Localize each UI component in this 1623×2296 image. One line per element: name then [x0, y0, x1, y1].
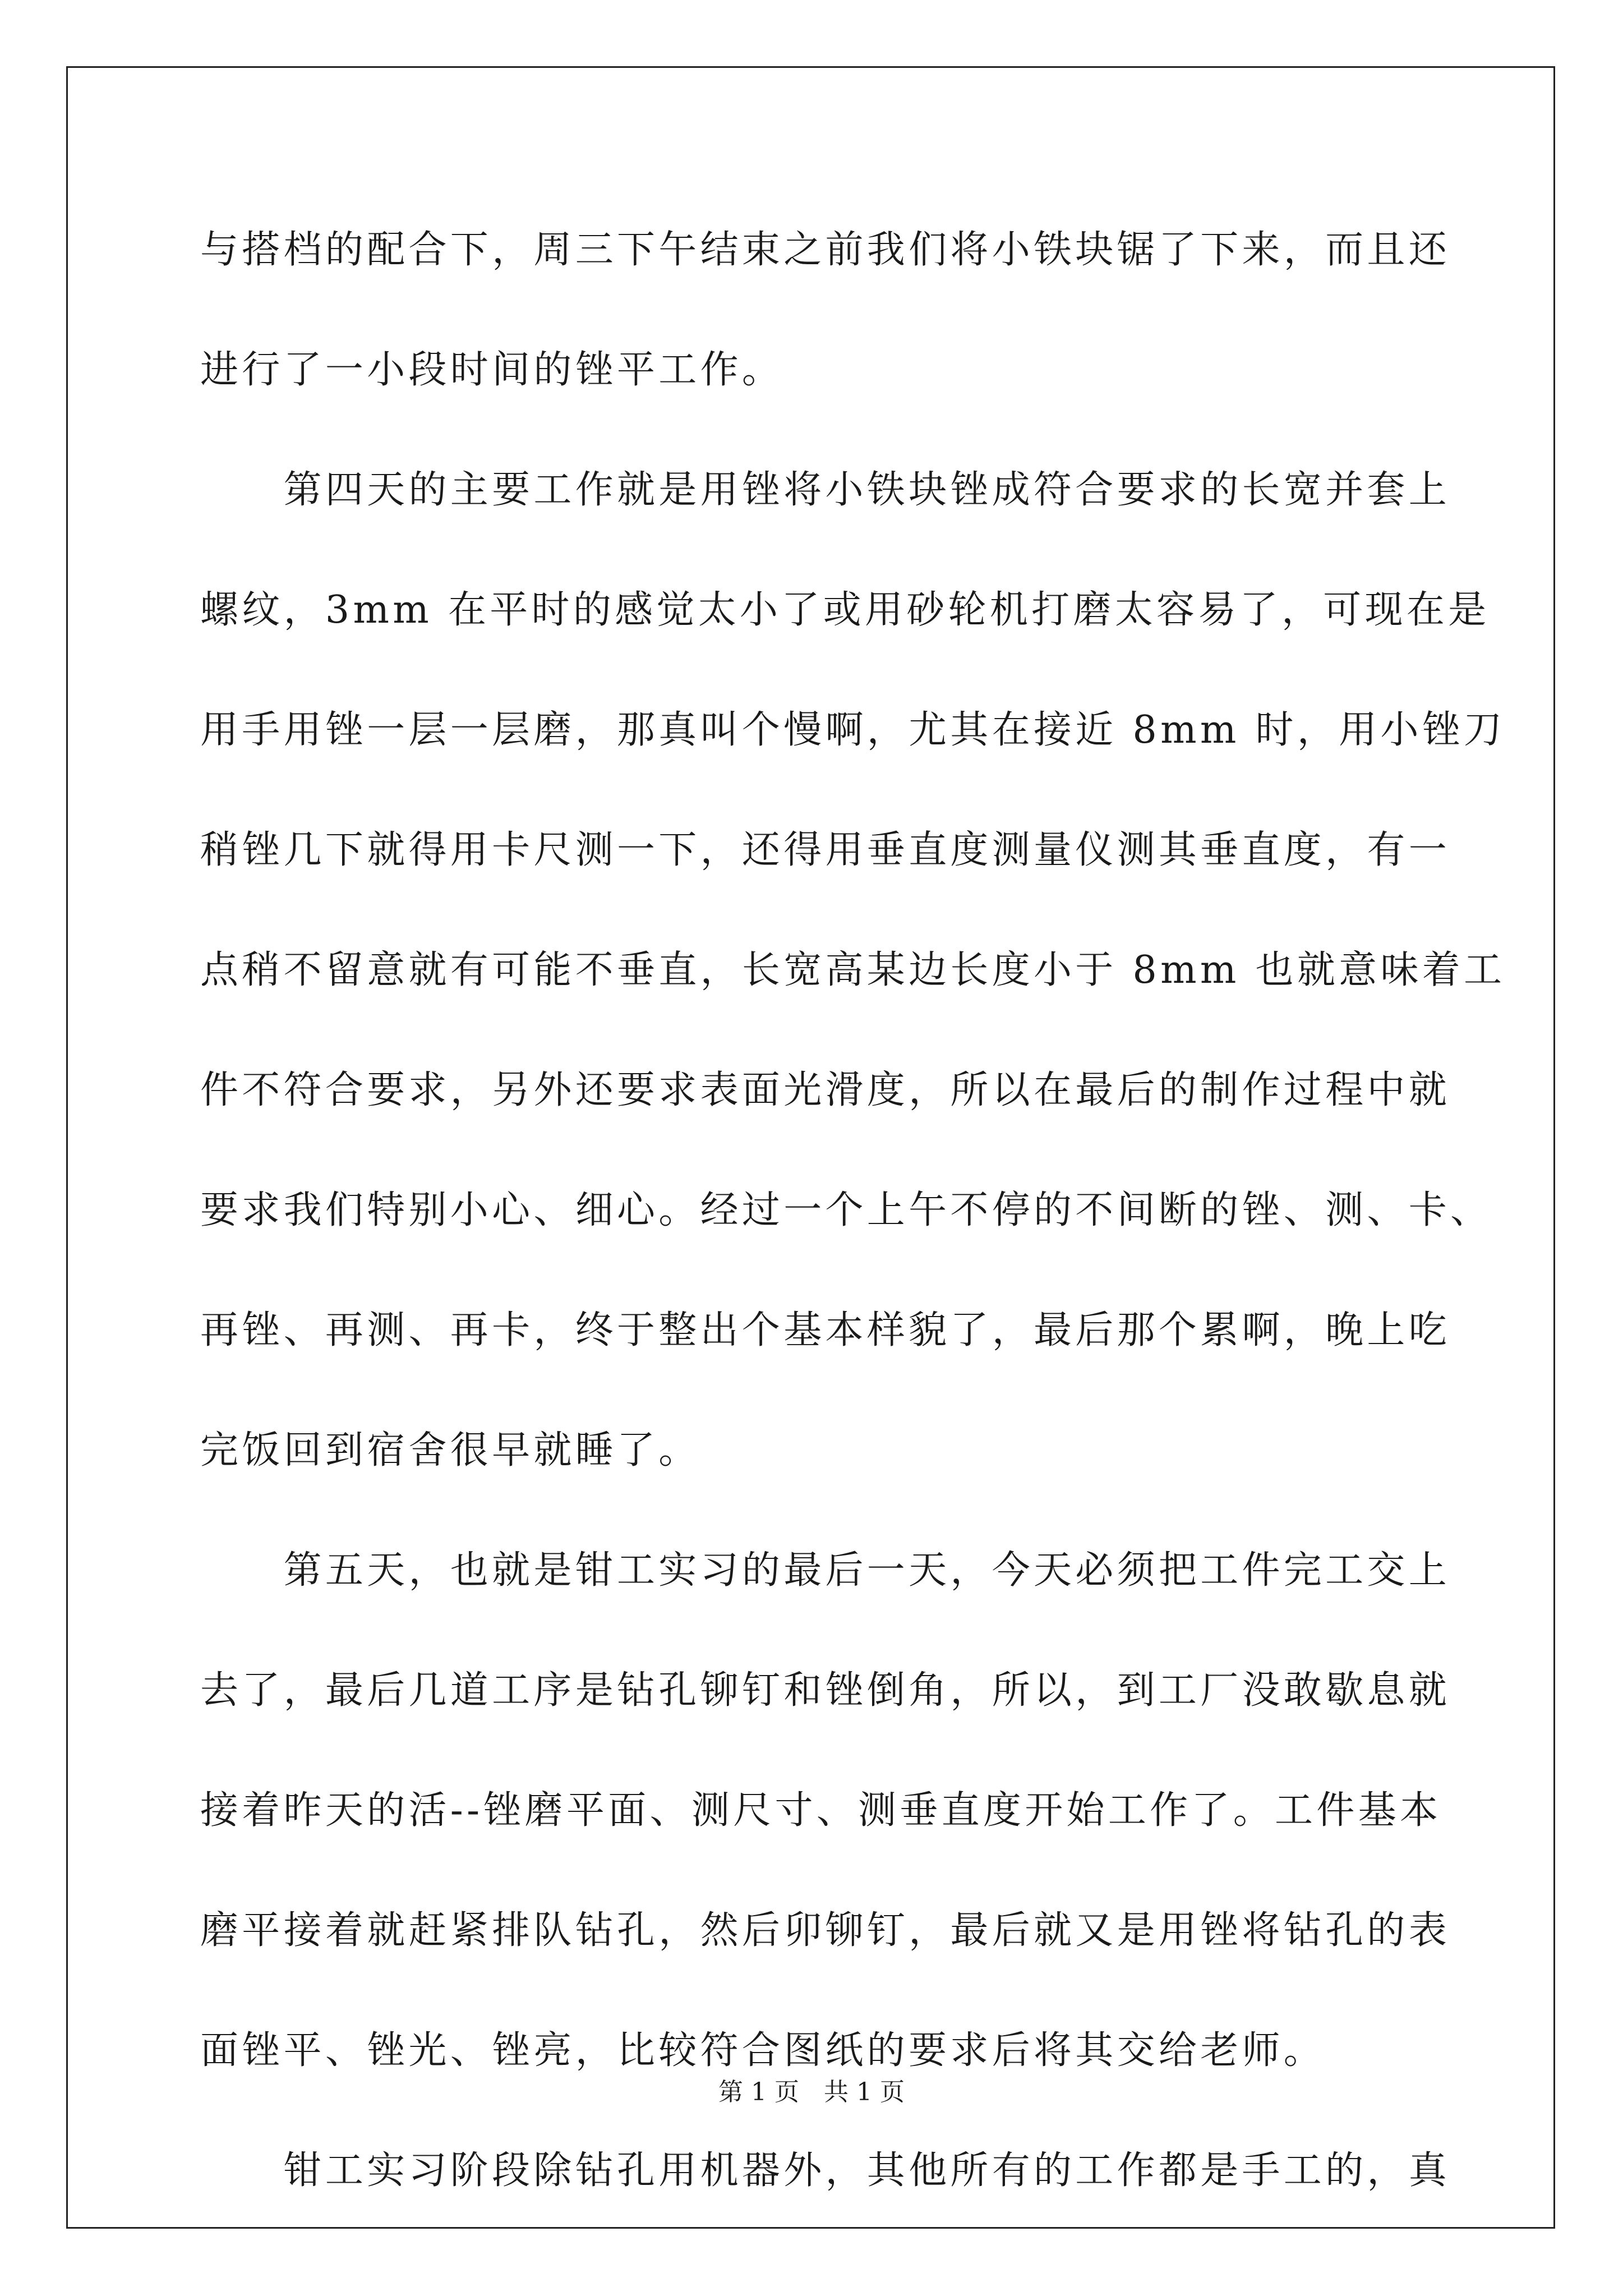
text-line: 第五天，也就是钳工实习的最后一天，今天必须把工件完工交上 [200, 1548, 1451, 1593]
text-line: 面锉平、锉光、锉亮，比较符合图纸的要求后将其交给老师。 [200, 2028, 1326, 2073]
text-line: 钳工实习阶段除钻孔用机器外，其他所有的工作都是手工的，真 [200, 2148, 1451, 2193]
text-line: 第四天的主要工作就是用锉将小铁块锉成符合要求的长宽并套上 [200, 468, 1451, 512]
text-line: 件不符合要求，另外还要求表面光滑度，所以在最后的制作过程中就 [200, 1068, 1451, 1112]
text-line: 进行了一小段时间的锉平工作。 [200, 348, 784, 392]
text-line: 完饭回到宿舍很早就睡了。 [200, 1428, 700, 1473]
text-line: 稍锉几下就得用卡尺测一下，还得用垂直度测量仪测其垂直度，有一 [200, 828, 1451, 872]
text-line: 螺纹，3mm 在平时的感觉太小了或用砂轮机打磨太容易了，可现在是 [200, 588, 1490, 632]
text-line: 去了，最后几道工序是钻孔铆钉和锉倒角，所以，到工厂没敢歇息就 [200, 1668, 1451, 1713]
page-footer: 第 1 页 共 1 页 [718, 2078, 905, 2106]
text-line: 磨平接着就赶紧排队钻孔，然后卯铆钉，最后就又是用锉将钻孔的表 [200, 1908, 1451, 1953]
document-body [200, 217, 1506, 2258]
text-line: 再锉、再测、再卡，终于整出个基本样貌了，最后那个累啊，晚上吃 [200, 1308, 1451, 1352]
text-line: 与搭档的配合下，周三下午结束之前我们将小铁块锯了下来，而且还 [200, 228, 1451, 272]
text-line: 用手用锉一层一层磨，那真叫个慢啊，尤其在接近 8mm 时，用小锉刀 [200, 708, 1506, 752]
text-line: 点稍不留意就有可能不垂直，长宽高某边长度小于 8mm 也就意味着工 [200, 948, 1506, 992]
text-line: 要求我们特别小心、细心。经过一个上午不停的不间断的锉、测、卡、 [200, 1188, 1492, 1232]
text-line: 接着昨天的活--锉磨平面、测尺寸、测垂直度开始工作了。工件基本 [200, 1788, 1442, 1833]
